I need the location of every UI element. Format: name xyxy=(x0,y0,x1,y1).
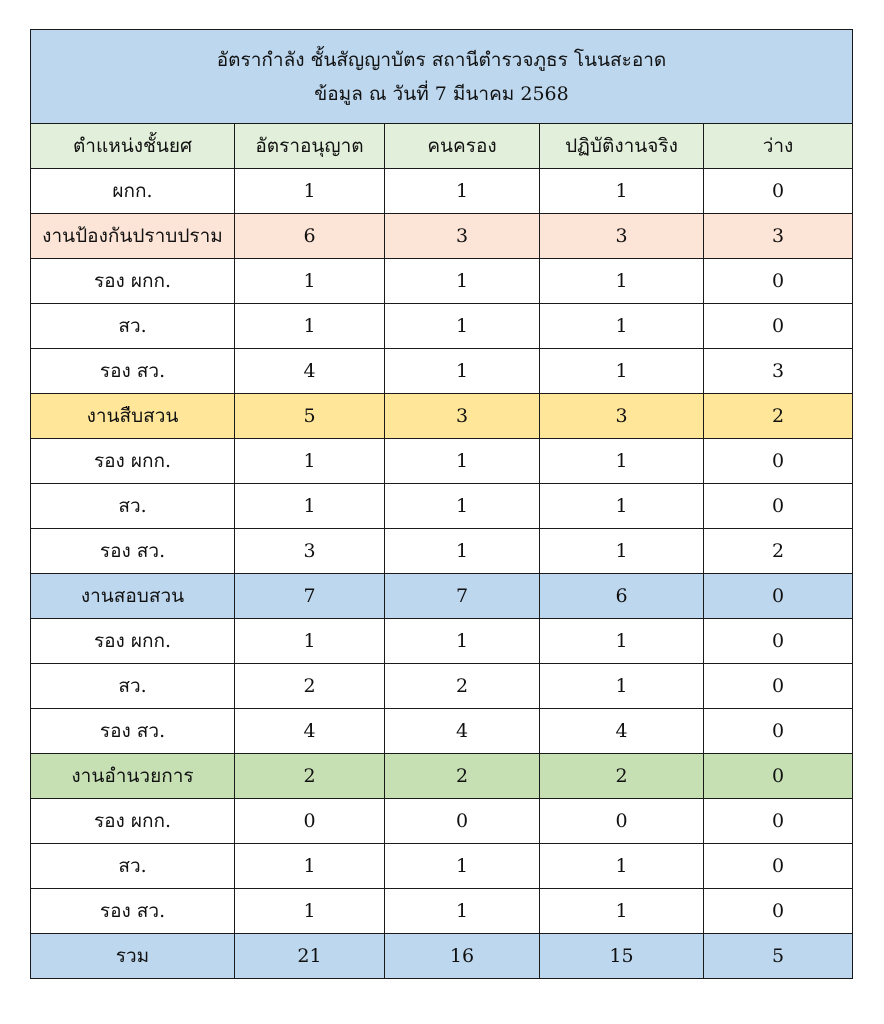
vacant-cell: 0 xyxy=(704,799,853,844)
position-cell: สว. xyxy=(31,484,235,529)
table-row xyxy=(31,664,853,709)
table-row xyxy=(31,484,853,529)
title-line-1: อัตรากำลัง ชั้นสัญญาบัตร สถานีตำรวจภูธร โนนสะอาด xyxy=(216,48,667,71)
vacant-cell: 0 xyxy=(704,709,853,754)
occupied-cell: 1 xyxy=(385,439,540,484)
occupied-cell: 1 xyxy=(385,259,540,304)
actual-cell: 2 xyxy=(540,754,704,799)
vacant-cell: 5 xyxy=(704,934,853,979)
actual-cell: 1 xyxy=(540,889,704,934)
authorized-cell: 3 xyxy=(235,529,385,574)
vacant-cell: 0 xyxy=(704,574,853,619)
title-line-2: ข้อมูล ณ วันที่ 7 มีนาคม 2568 xyxy=(314,82,569,105)
table-row xyxy=(31,349,853,394)
table-row xyxy=(31,304,853,349)
occupied-cell: 1 xyxy=(385,889,540,934)
actual-cell: 1 xyxy=(540,349,704,394)
vacant-cell: 0 xyxy=(704,889,853,934)
authorized-cell: 1 xyxy=(235,484,385,529)
position-cell: งานสืบสวน xyxy=(31,394,235,439)
vacant-cell: 0 xyxy=(704,259,853,304)
occupied-cell: 2 xyxy=(385,754,540,799)
vacant-cell: 0 xyxy=(704,619,853,664)
column-header-position: ตำแหน่งชั้นยศ xyxy=(31,124,235,169)
table-row xyxy=(31,574,853,619)
actual-cell: 1 xyxy=(540,529,704,574)
authorized-cell: 6 xyxy=(235,214,385,259)
actual-cell: 6 xyxy=(540,574,704,619)
table-row xyxy=(31,394,853,439)
authorized-cell: 5 xyxy=(235,394,385,439)
occupied-cell: 3 xyxy=(385,214,540,259)
table-row xyxy=(31,619,853,664)
vacant-cell: 0 xyxy=(704,754,853,799)
occupied-cell: 1 xyxy=(385,844,540,889)
occupied-cell: 4 xyxy=(385,709,540,754)
table-body xyxy=(31,169,853,979)
column-header-actual: ปฏิบัติงานจริง xyxy=(540,124,704,169)
vacant-cell: 2 xyxy=(704,529,853,574)
authorized-cell: 2 xyxy=(235,664,385,709)
authorized-cell: 1 xyxy=(235,259,385,304)
vacant-cell: 3 xyxy=(704,349,853,394)
table-row xyxy=(31,259,853,304)
occupied-cell: 1 xyxy=(385,349,540,394)
position-cell: รอง สว. xyxy=(31,529,235,574)
occupied-cell: 3 xyxy=(385,394,540,439)
vacant-cell: 0 xyxy=(704,169,853,214)
occupied-cell: 7 xyxy=(385,574,540,619)
position-cell: สว. xyxy=(31,304,235,349)
authorized-cell: 2 xyxy=(235,754,385,799)
header-row xyxy=(31,124,853,169)
position-cell: รอง ผกก. xyxy=(31,799,235,844)
vacant-cell: 0 xyxy=(704,439,853,484)
vacant-cell: 0 xyxy=(704,484,853,529)
table-title xyxy=(31,30,853,124)
occupied-cell: 16 xyxy=(385,934,540,979)
position-cell: รอง สว. xyxy=(31,709,235,754)
occupied-cell: 1 xyxy=(385,304,540,349)
actual-cell: 1 xyxy=(540,304,704,349)
position-cell: รอง สว. xyxy=(31,889,235,934)
actual-cell: 1 xyxy=(540,664,704,709)
table-row xyxy=(31,439,853,484)
authorized-cell: 1 xyxy=(235,619,385,664)
table-row xyxy=(31,214,853,259)
actual-cell: 3 xyxy=(540,394,704,439)
table-row xyxy=(31,529,853,574)
position-cell: รอง ผกก. xyxy=(31,259,235,304)
authorized-cell: 1 xyxy=(235,439,385,484)
title-row xyxy=(31,30,853,124)
authorized-cell: 21 xyxy=(235,934,385,979)
authorized-cell: 1 xyxy=(235,844,385,889)
table-row xyxy=(31,169,853,214)
position-cell: งานสอบสวน xyxy=(31,574,235,619)
vacant-cell: 0 xyxy=(704,844,853,889)
occupied-cell: 1 xyxy=(385,619,540,664)
column-header-vacant: ว่าง xyxy=(704,124,853,169)
authorized-cell: 7 xyxy=(235,574,385,619)
occupied-cell: 2 xyxy=(385,664,540,709)
table-row xyxy=(31,934,853,979)
staffing-table xyxy=(30,29,853,979)
position-cell: สว. xyxy=(31,844,235,889)
occupied-cell: 1 xyxy=(385,169,540,214)
position-cell: สว. xyxy=(31,664,235,709)
actual-cell: 4 xyxy=(540,709,704,754)
vacant-cell: 3 xyxy=(704,214,853,259)
column-header-authorized: อัตราอนุญาต xyxy=(235,124,385,169)
table-row xyxy=(31,889,853,934)
actual-cell: 1 xyxy=(540,439,704,484)
table-row xyxy=(31,844,853,889)
occupied-cell: 0 xyxy=(385,799,540,844)
column-header-occupied: คนครอง xyxy=(385,124,540,169)
authorized-cell: 4 xyxy=(235,349,385,394)
actual-cell: 0 xyxy=(540,799,704,844)
authorized-cell: 1 xyxy=(235,889,385,934)
authorized-cell: 4 xyxy=(235,709,385,754)
actual-cell: 15 xyxy=(540,934,704,979)
actual-cell: 1 xyxy=(540,484,704,529)
table-row xyxy=(31,754,853,799)
actual-cell: 1 xyxy=(540,169,704,214)
authorized-cell: 0 xyxy=(235,799,385,844)
occupied-cell: 1 xyxy=(385,484,540,529)
vacant-cell: 2 xyxy=(704,394,853,439)
staffing-sheet xyxy=(30,29,852,979)
table-row xyxy=(31,709,853,754)
vacant-cell: 0 xyxy=(704,304,853,349)
occupied-cell: 1 xyxy=(385,529,540,574)
position-cell: งานอำนวยการ xyxy=(31,754,235,799)
position-cell: งานป้องกันปราบปราม xyxy=(31,214,235,259)
position-cell: ผกก. xyxy=(31,169,235,214)
actual-cell: 1 xyxy=(540,844,704,889)
vacant-cell: 0 xyxy=(704,664,853,709)
authorized-cell: 1 xyxy=(235,169,385,214)
authorized-cell: 1 xyxy=(235,304,385,349)
actual-cell: 3 xyxy=(540,214,704,259)
position-cell: รอง ผกก. xyxy=(31,439,235,484)
actual-cell: 1 xyxy=(540,619,704,664)
actual-cell: 1 xyxy=(540,259,704,304)
position-cell: รวม xyxy=(31,934,235,979)
position-cell: รอง ผกก. xyxy=(31,619,235,664)
table-row xyxy=(31,799,853,844)
position-cell: รอง สว. xyxy=(31,349,235,394)
